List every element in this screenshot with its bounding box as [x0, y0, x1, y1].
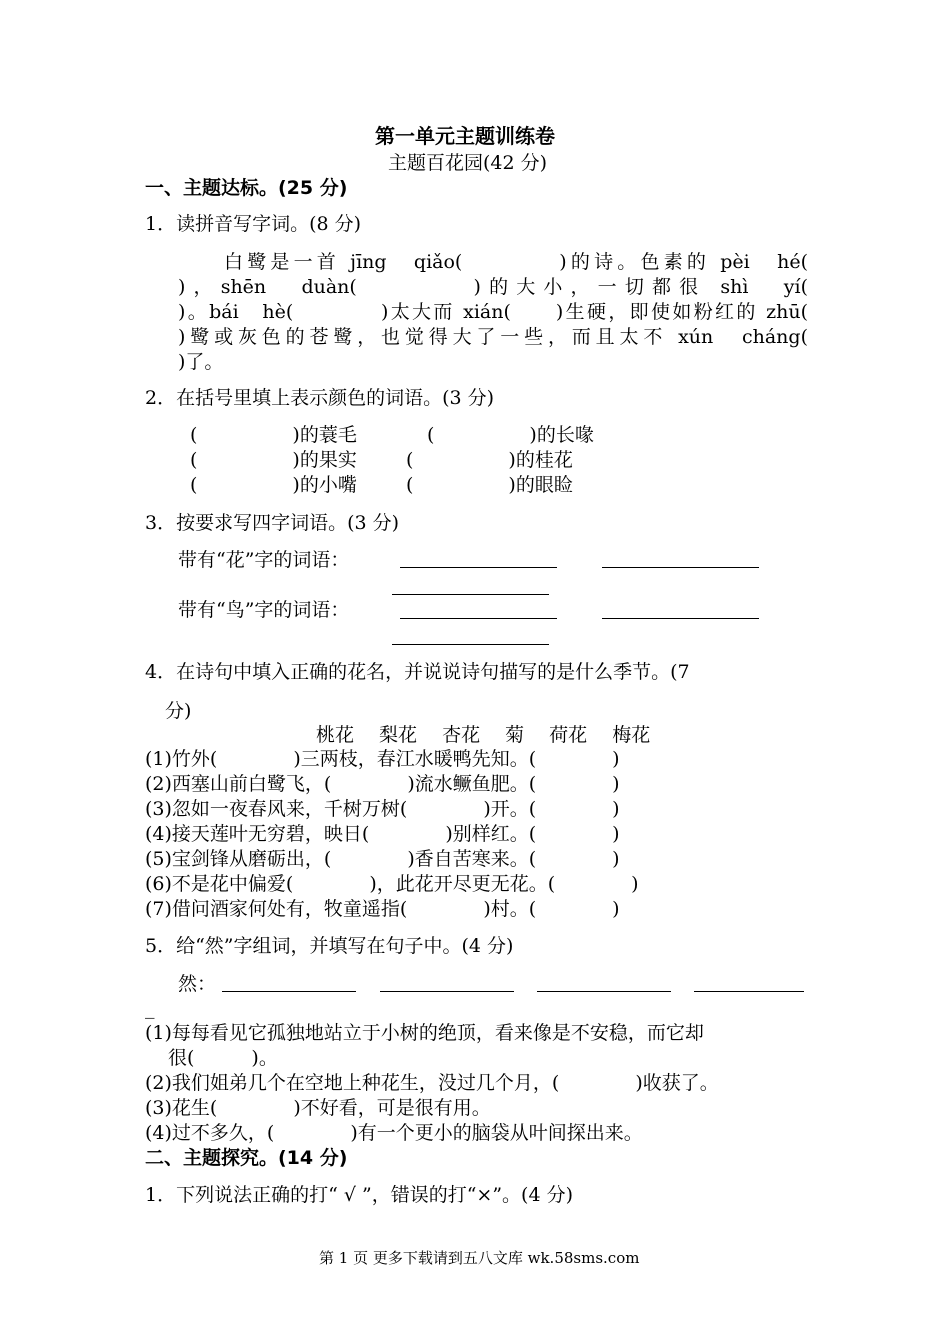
section-heading-2: 二、主题探究。(14 分)	[145, 1147, 348, 1169]
q2-right-1: ( )的长喙	[427, 424, 594, 446]
question-5-label: 5．给“然”字组词，并填写在句子中。(4 分)	[145, 935, 514, 957]
q2-left-1: ( )的蓑毛	[190, 424, 357, 446]
question-3-label: 3．按要求写四字词语。(3 分)	[145, 512, 400, 534]
q1-line-4: )鹭或灰色的苍鹭，也觉得大了一些，而且太不 xún cháng(	[178, 326, 808, 348]
question-1-label: 1．读拼音写字词。(8 分)	[145, 213, 362, 235]
answer-line[interactable]	[400, 600, 557, 619]
page-title: 第一单元主题训练卷	[375, 124, 555, 148]
q4-item-2: (2)西塞山前白鹭飞，( )流水鳜鱼肥。( )	[145, 773, 620, 795]
q5-item-1-cont: 很( )。	[168, 1047, 278, 1069]
q1-line-2: )，shēn duàn( )的大小，一切都很 shì yí(	[178, 276, 808, 298]
answer-line[interactable]	[380, 973, 514, 992]
q5-item-1: (1)每每看见它孤独地站立于小树的绝顶，看来像是不安稳，而它却	[145, 1022, 704, 1044]
q1-line-3: )。bái hè( )太大而 xián( )生硬，即使如粉红的 zhū(	[178, 301, 808, 323]
answer-line[interactable]	[400, 549, 557, 568]
page-subtitle: 主题百花园(42 分)	[388, 152, 548, 174]
q5-item-3: (3)花生( )不好看，可是很有用。	[145, 1097, 491, 1119]
q5-item-4: (4)过不多久，( )有一个更小的脑袋从叶间探出来。	[145, 1122, 643, 1144]
q1-line-1: 白鹭是一首 jīng qiǎo( )的诗。色素的 pèi hé(	[224, 251, 808, 273]
answer-line[interactable]	[694, 973, 804, 992]
answer-line[interactable]	[392, 576, 549, 595]
flower-options: 桃花 梨花 杏花 菊 荷花 梅花	[316, 724, 651, 746]
q4-item-6: (6)不是花中偏爱( )，此花开尽更无花。( )	[145, 873, 639, 895]
part2-question-1-label: 1．下列说法正确的打“ √ ”，错误的打“×”。(4 分)	[145, 1184, 574, 1206]
page-footer: 第 1 页 更多下载请到五八文库 wk.58sms.com	[319, 1249, 640, 1267]
q2-left-2: ( )的果实	[190, 449, 357, 471]
q5-dash: _	[145, 997, 155, 1019]
q4-item-3: (3)忽如一夜春风来，千树万树( )开。( )	[145, 798, 620, 820]
q4-item-4: (4)接天莲叶无穷碧，映日( )别样红。( )	[145, 823, 620, 845]
q3-bird-prompt: 带有“鸟”字的词语：	[178, 599, 350, 621]
answer-line[interactable]	[392, 626, 549, 645]
q4-item-1: (1)竹外( )三两枝，春江水暖鸭先知。( )	[145, 748, 620, 770]
question-4-label-cont: 分)	[165, 700, 192, 722]
answer-line[interactable]	[537, 973, 671, 992]
q2-right-3: ( )的眼睑	[406, 474, 573, 496]
answer-line[interactable]	[602, 600, 759, 619]
q5-item-2: (2)我们姐弟几个在空地上种花生，没过几个月，( )收获了。	[145, 1072, 719, 1094]
answer-line[interactable]	[602, 549, 759, 568]
question-2-label: 2．在括号里填上表示颜色的词语。(3 分)	[145, 387, 495, 409]
q2-right-2: ( )的桂花	[406, 449, 573, 471]
question-4-label: 4．在诗句中填入正确的花名，并说说诗句描写的是什么季节。(7	[145, 661, 690, 683]
section-heading-1: 一、主题达标。(25 分)	[145, 177, 348, 199]
q4-item-7: (7)借问酒家何处有，牧童遥指( )村。( )	[145, 898, 620, 920]
answer-line[interactable]	[222, 973, 356, 992]
q4-item-5: (5)宝剑锋从磨砺出，( )香自苦寒来。( )	[145, 848, 620, 870]
q2-left-3: ( )的小嘴	[190, 474, 357, 496]
q1-line-5: )了。	[178, 351, 224, 373]
q3-flower-prompt: 带有“花”字的词语：	[178, 549, 350, 571]
q5-ran-prompt: 然：	[178, 973, 217, 995]
